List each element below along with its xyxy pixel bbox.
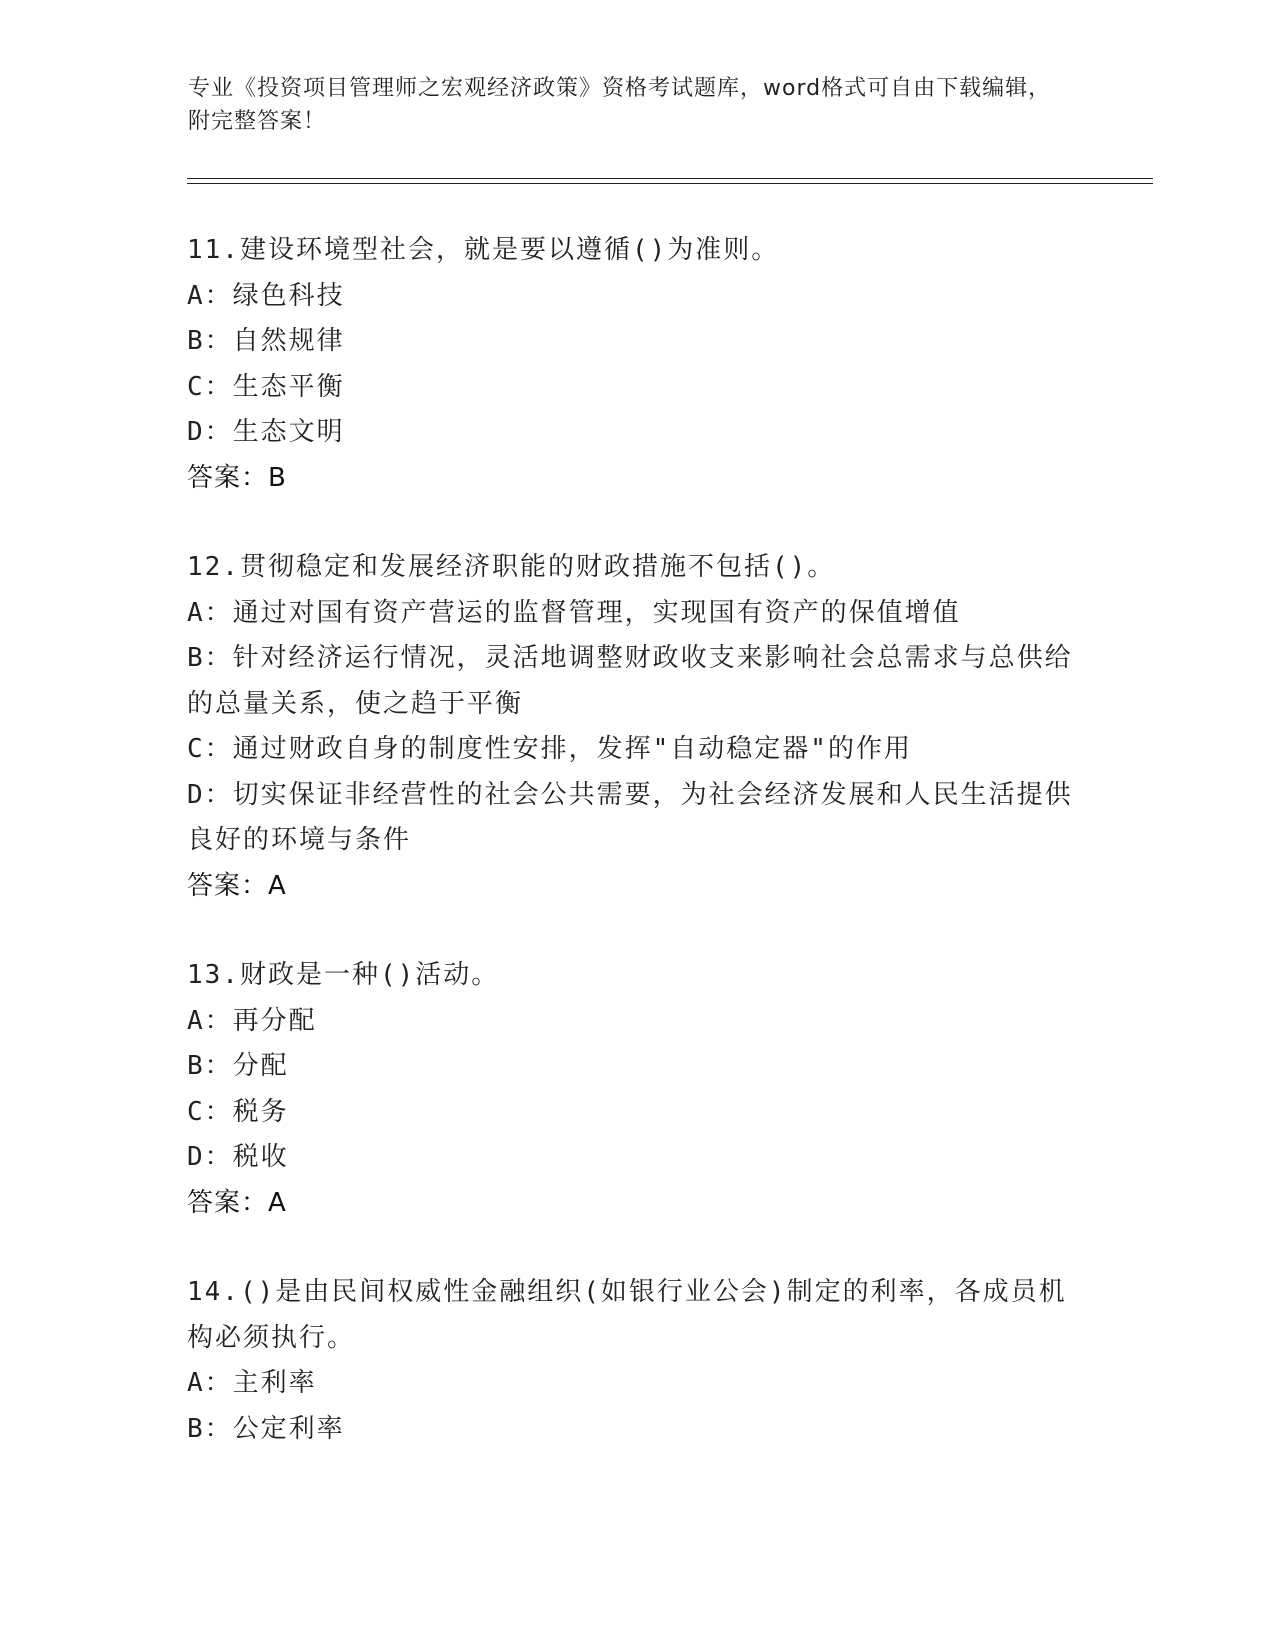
- option-a: A：通过对国有资产营运的监督管理，实现国有资产的保值增值: [187, 597, 961, 628]
- option-d: D：生态文明: [187, 417, 345, 447]
- option-c: C：通过财政自身的制度性安排，发挥"自动稳定器"的作用: [187, 734, 912, 764]
- question-stem: 11.建设环境型社会，就是要以遵循()为准则。: [187, 235, 780, 265]
- answer-line: 答案：B: [187, 462, 287, 493]
- question-13: [187, 953, 1087, 1226]
- document-header: 专业《投资项目管理师之宏观经济政策》资格考试题库，word格式可自由下载编辑，附完整答案！: [188, 76, 1052, 134]
- option-b: B：分配: [187, 1051, 289, 1081]
- answer-line: 答案：A: [187, 870, 287, 901]
- question-stem: 12.贯彻稳定和发展经济职能的财政措施不包括()。: [187, 552, 836, 582]
- option-c: C：税务: [187, 1096, 289, 1127]
- option-d: D：切实保证非经营性的社会公共需要，为社会经济发展和人民生活提供良好的环境与条件: [187, 779, 1073, 855]
- question-11: [187, 228, 1087, 501]
- option-b: B：自然规律: [187, 326, 345, 356]
- question-stem: 14.()是由民间权威性金融组织(如银行业公会)制定的利率，各成员机构必须执行。: [187, 1277, 1067, 1353]
- option-a: A：主利率: [187, 1368, 317, 1398]
- question-12: [187, 545, 1087, 909]
- question-spacer: [187, 1226, 1087, 1270]
- option-a: A：再分配: [187, 1005, 317, 1036]
- question-spacer: [187, 501, 1087, 545]
- question-spacer: [187, 909, 1087, 953]
- header-rule-bottom: [187, 183, 1153, 184]
- option-d: D：税收: [187, 1142, 289, 1172]
- header-rule-top: [187, 178, 1153, 179]
- question-list: [187, 228, 1087, 1452]
- question-stem: 13.财政是一种()活动。: [187, 960, 500, 990]
- option-b: B：公定利率: [187, 1413, 345, 1444]
- answer-line: 答案：A: [187, 1187, 287, 1218]
- option-c: C：生态平衡: [187, 371, 345, 402]
- option-b: B：针对经济运行情况，灵活地调整财政收支来影响社会总需求与总供给的总量关系，使之趋于平衡: [187, 643, 1073, 719]
- question-14: [187, 1270, 1087, 1452]
- option-a: A：绿色科技: [187, 280, 345, 311]
